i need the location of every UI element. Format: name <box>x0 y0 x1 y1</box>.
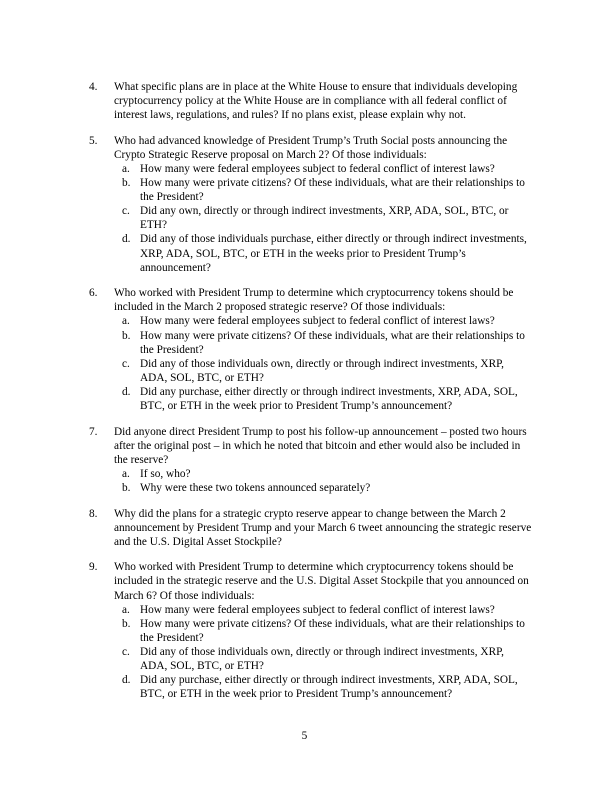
sub-list <box>114 314 532 413</box>
list-item-number: a. <box>122 603 130 616</box>
list-item-number: 6. <box>89 287 98 300</box>
list-item-number: 8. <box>89 507 98 520</box>
list-item-text: Did any purchase, either directly or through indirect investments, XRP, ADA, SOL, BTC, or ETH in the week prior to President Trump’s announcement? <box>140 385 518 412</box>
list-item-number: b. <box>122 177 131 190</box>
list-item-text: Did any purchase, either directly or through indirect investments, XRP, ADA, SOL, BTC, or ETH in the week prior to President Trump’s announcement? <box>140 674 518 701</box>
list-item-text: What specific plans are in place at the White House to ensure that individuals developing cryptocurrency policy at the White House are in compliance with all federal conflict of interest laws, regulations, and rules? If no plans exist, please explain why not. <box>114 81 518 122</box>
list-item-text: Who worked with President Trump to determine which cryptocurrency tokens should be included in the March 2 proposed strategic reserve? Of those individuals: <box>114 287 514 314</box>
list-item-text: Why did the plans for a strategic crypto reserve appear to change between the March 2 announcement by President Trump and your March 6 tweet announcing the strategic reserve and the U.S. Digital Asset Stockpile? <box>114 507 532 548</box>
list-item-number: c. <box>122 205 130 218</box>
sub-list <box>114 603 532 702</box>
list-item-text: Did any of those individuals purchase, either directly or through indirect investments, XRP, ADA, SOL, BTC, or ETH in the weeks prior to President Trump’s announcement? <box>140 233 527 274</box>
document-body <box>82 80 532 713</box>
list-item <box>114 385 532 413</box>
list-item <box>114 232 532 274</box>
list-item <box>114 329 532 357</box>
list-item <box>114 204 532 232</box>
list-item-number: a. <box>122 162 130 175</box>
list-item <box>114 467 532 481</box>
list-item-number: d. <box>122 233 131 246</box>
list-item-number: c. <box>122 645 130 658</box>
sub-list <box>114 162 532 275</box>
list-item-number: 9. <box>89 561 98 574</box>
list-item <box>114 673 532 701</box>
list-item-text: Did anyone direct President Trump to post his follow-up announcement – posted two hours after the original post – in which he noted that bitcoin and ether would also be included in the reserve? <box>114 425 527 466</box>
list-item <box>114 314 532 328</box>
list-item <box>82 134 532 275</box>
list-item-text: If so, who? <box>140 467 191 480</box>
list-item-text: Did any of those individuals own, directly or through indirect investments, XRP, ADA, SOL, BTC, or ETH? <box>140 357 504 384</box>
list-item-text: Who worked with President Trump to determine which cryptocurrency tokens should be included in the strategic reserve and the U.S. Digital Asset Stockpile that you announced on March 6? Of those individuals: <box>114 561 529 602</box>
list-item-number: 4. <box>89 81 98 93</box>
list-item-number: d. <box>122 674 131 687</box>
list-item-text: How many were private citizens? Of these individuals, what are their relationships to the President? <box>140 617 525 644</box>
list-item-text: Who had advanced knowledge of President Trump’s Truth Social posts announcing the Crypto Strategic Reserve proposal on March 2? Of those individuals: <box>114 134 508 161</box>
list-item <box>114 357 532 385</box>
list-item-text: Did any own, directly or through indirect investments, XRP, ADA, SOL, BTC, or ETH? <box>140 205 509 232</box>
question-list <box>82 80 532 701</box>
list-item <box>114 481 532 495</box>
list-item-number: a. <box>122 467 130 480</box>
list-item-text: How many were private citizens? Of these individuals, what are their relationships to the President? <box>140 177 525 204</box>
list-item <box>82 560 532 701</box>
sub-list <box>114 467 532 495</box>
list-item-number: b. <box>122 617 131 630</box>
list-item-number: b. <box>122 329 131 342</box>
list-item <box>114 617 532 645</box>
list-item-number: 5. <box>89 134 98 147</box>
list-item-number: b. <box>122 481 131 494</box>
list-item-text: Did any of those individuals own, directly or through indirect investments, XRP, ADA, SOL, BTC, or ETH? <box>140 645 504 672</box>
list-item-text: Why were these two tokens announced separately? <box>140 481 371 494</box>
list-item-number: a. <box>122 315 130 328</box>
list-item-number: 7. <box>89 425 98 438</box>
list-item-number: d. <box>122 385 131 398</box>
page-number: 5 <box>301 730 308 742</box>
list-item-number: c. <box>122 357 130 370</box>
list-item <box>82 507 532 549</box>
list-item <box>114 162 532 176</box>
list-item-text: How many were private citizens? Of these individuals, what are their relationships to the President? <box>140 329 525 356</box>
list-item <box>114 176 532 204</box>
list-item <box>114 603 532 617</box>
list-item <box>82 80 532 122</box>
list-item <box>82 286 532 413</box>
list-item-text: How many were federal employees subject to federal conflict of interest laws? <box>140 603 495 616</box>
list-item-text: How many were federal employees subject to federal conflict of interest laws? <box>140 315 495 328</box>
list-item <box>82 425 532 495</box>
list-item-text: How many were federal employees subject to federal conflict of interest laws? <box>140 162 495 175</box>
list-item <box>114 645 532 673</box>
